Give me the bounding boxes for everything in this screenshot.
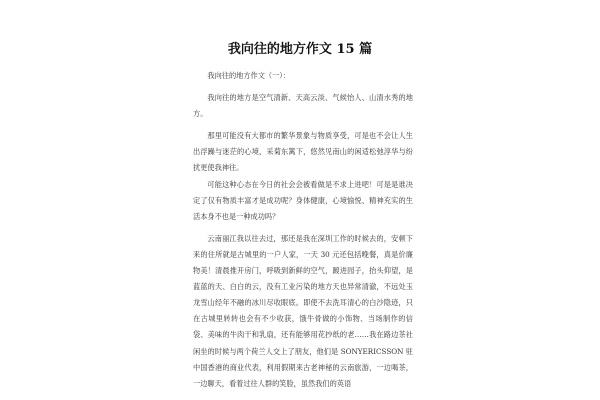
paragraph: 那里可能没有大都市的繁华景象与物质享受，可是也不会让人生出浮躁与迷茫的心境，采菊东篱下，悠然见南山的闲适松弛淳华与纷扰更使我神往。 [193,131,413,173]
paragraph-heading: 我向往的地方作文（一）： [207,71,291,80]
paragraph: 我向往的地方是空气清新、天高云淡、气候怡人、山清水秀的地方。 [193,93,413,119]
document-body [193,68,413,392]
paragraph: 可能这种心态在今日的社会会被看做是不求上进吧！可是是谁决定了仅有物质丰富才是成功呢？身体健康，心境愉悦、精神充实的生活本身不也是一种成功吗？ [193,179,413,221]
document-title: 我向往的地方作文 15 篇 [227,42,373,57]
paragraph: 云南丽江我以往去过，那还是我在深圳工作的时候去的，安顿下来的住所就是古城里的一户人家，一天 30 元还包括晚餐，真是价廉物美！清晨推开房门，呼吸到新鲜的空气，踱进园子，抬头仰望，是蓝蓝的天、白白的云，没有工业污染的地方天也异常清澈，不远处玉龙雪山经年不融的冰川尽收眼底。即使不去洗耳清心的白沙隐迹，只在古城里转转也会有不少收获，饿牛骨做的小饰物、当场制作的信袋、美味的牛肉干和乳扇，还有能够用花抄纸的老……我在路边茶社闲坐的时候与两个荷兰人交上了朋友，他们是 SONYERICSSON 驻中国香港的商业代表，利用假期来古老神秘的云南旅游，一边喝茶，一边聊天，看着过往人群的笑脸，虽然我们的英语 [193,233,413,388]
